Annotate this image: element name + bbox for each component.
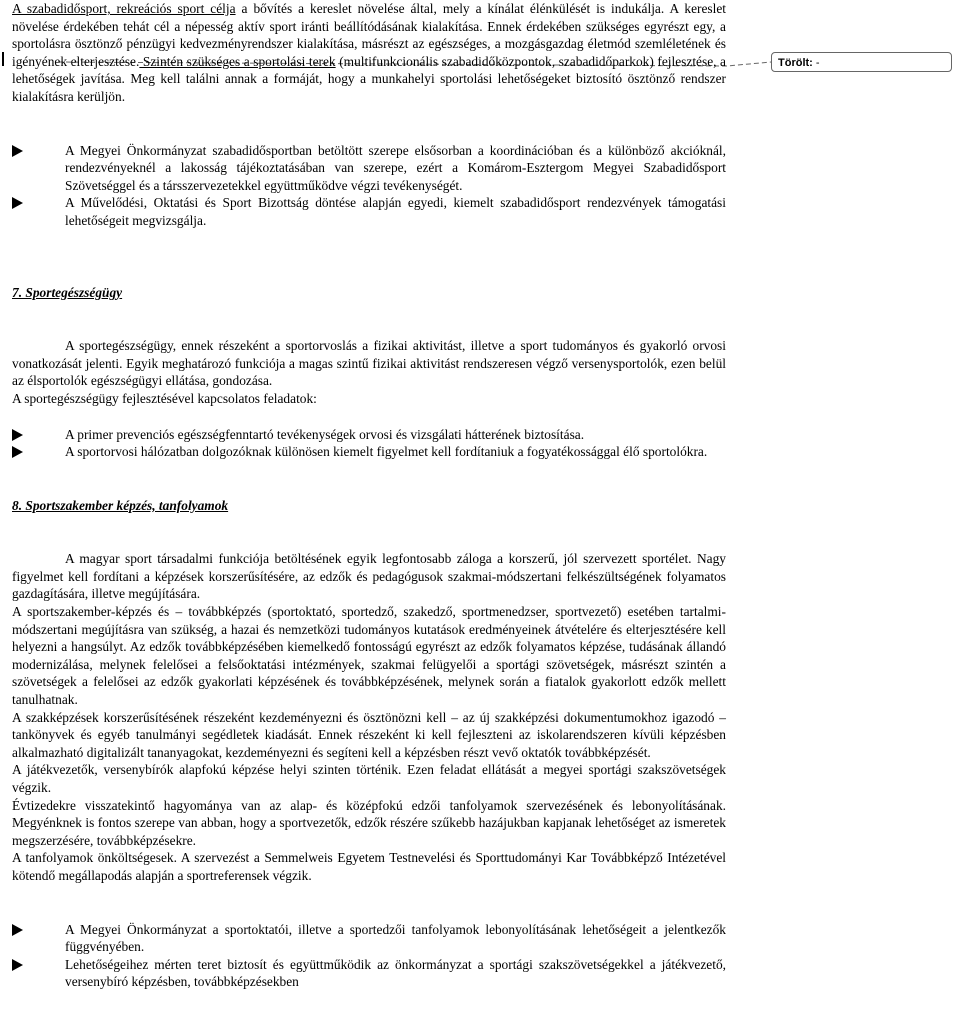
list-item: A Művelődési, Oktatási és Sport Bizottság döntése alapján egyedi, kiemelt szabadidősport rendezvények támogatási lehetőségeit megvizsgálja. bbox=[12, 194, 726, 229]
change-bar bbox=[2, 52, 4, 66]
section8-paragraph: A sportszakember-képzés és – továbbképzés (sportoktató, sportedző, szakedző, sportmenedzser, sportvezető) esetében tartalmi-módszertani megújításra van szükség, a hazai és nemzetközi tudományos kutatások eredményeinek átvételére és elterjesztésére kell helyezni a hangsúlyt. Az edzők továbbképzésében kiemelkedő fontosságú egyrészt az edzők folyamatos képzése, tudásának állandó modernizálása, melynek felelősei a felsőoktatási intézmények, szakmai felügyelői a sportági szövetségek, másrészt szintén a szövetségek a felelősei az edzők gyakorlati képzésének és továbbképzésének, melynek során a fiatalok gyakorlott edzők mellett tanulhatnak. bbox=[12, 604, 726, 708]
intro-underlined: A szabadidősport, rekreációs sport célja bbox=[12, 1, 236, 16]
section-heading-7: 7. Sportegészségügy bbox=[12, 284, 123, 300]
intro-text-end: (multifunkcionális szabadidőközpontok, szabadidőparkok) fejlesztése, a lehetőségek javítása. Meg kell találni annak a formáját, hogy a munkahelyi sportolási lehetőségeket biztosító ösztönző rendszer kialakításra kerüljön. bbox=[12, 53, 726, 104]
list-item: A Megyei Önkormányzat a sportoktatói, illetve a sportedzői tanfolyamok lebonyolításának lehetőségeit a jelentkezők függvényében. bbox=[12, 921, 726, 956]
intro-text-cont: Ennek érdekében szükséges egyrészt egy, a sportolásra ösztönző pénzügyi kedvezményrendszer kialakítása, másrészt az egészséges, a mozgásgazdag életmód szemléletének és igényének elterjesztése. bbox=[12, 18, 726, 69]
section8-paragraph: Évtizedekre visszatekintő hagyománya van az alap- és középfokú edzői tanfolyamok szervezésének és lebonyolításának. Megyénknek is fontos szerepe van abban, hogy a sportvezetők, edzők részére szűkebb hazájukban kapjanak lehetőséget az ismeretek megszerzésére, továbbképzésekre. bbox=[12, 797, 726, 848]
comment-label: Törölt: bbox=[778, 57, 813, 69]
document-body bbox=[12, 0, 726, 991]
intro-paragraph bbox=[12, 0, 726, 106]
list-item: A primer prevenciós egészségfenntartó tevékenységek orvosi és vizsgálati hátterének biztosítása. bbox=[12, 426, 726, 444]
list-item: A Megyei Önkormányzat szabadidősportban betöltött szerepe elsősorban a koordinációban és a különböző akcióknál, rendezvényeknél a lakosság tájékoztatásában van szerepe, ezért a Komárom-Esztergom Megyei Szabadidősport Szövetséggel és a társszervezetekkel együttműködve végzi tevékenységét. bbox=[12, 142, 726, 195]
section8-paragraph: A magyar sport társadalmi funkciója betöltésének egyik legfontosabb záloga a korszerű, jól szervezett sportélet. Nagy figyelmet kell fordítani a képzések korszerűsítésére, az edzők és pedagógusok szakmai-módszertani felkészültségének folyamatos gazdagítására, illetve megújítására. bbox=[12, 551, 726, 602]
comment-balloon[interactable] bbox=[771, 52, 952, 72]
intro-text: a bővítés a kereslet növelése által, mely a kínálat élénkülését is indukálja. A kereslet növelése érdekében tehát cél a népesség aktív sport iránti beállítódásának kialakítása. bbox=[12, 1, 727, 34]
section7-paragraph: A sportegészségügy, ennek részeként a sportorvoslás a fizikai aktivitást, illetve a sport tudományos és gyakorló orvosi vonatkozását jelenti. Egyik meghatározó funkciója a magas szintű fizikai aktivitást rendszeresen végző versenysportolók, ezen belül az élsportolók egészségügyi ellátása, gondozása. bbox=[12, 338, 726, 389]
bullet-arrow-icon bbox=[12, 924, 23, 936]
section8-paragraph: A szakképzések korszerűsítésének részeként kezdeményezni és ösztönözni kell – az új szakképzési dokumentumokhoz igazodó – tankönyvek és egyéb tanulmányi segédletek kiadását. Ennek részeként ki kell fejleszteni az iskolarendszeren kívüli képzésben alkalmazható digitalizált tananyagokat, kezdeményezni és segíteni kell a képzésben részt vevő oktatók továbbképzését. bbox=[12, 709, 726, 760]
comment-value: - bbox=[815, 57, 820, 69]
section7-paragraph: A sportegészségügy fejlesztésével kapcsolatos feladatok: bbox=[12, 390, 317, 406]
section8-paragraph: A tanfolyamok önköltségesek. A szervezést a Semmelweis Egyetem Testnevelési és Sporttudományi Kar Továbbképző Intézetével kötendő megállapodás alapján a sportreferensek végzik. bbox=[12, 850, 726, 883]
list-item: Lehetőségeihez mérten teret biztosít és együttműködik az önkormányzat a sportági szakszövetségekkel a játékvezető, versenybíró képzésben, továbbképzésekben bbox=[12, 956, 726, 991]
bullet-arrow-icon bbox=[12, 959, 23, 971]
section8-paragraph: A játékvezetők, versenybírók alapfokú képzése helyi szinten történik. Ezen feladat ellátását a megyei sportági szakszövetségek végzik. bbox=[12, 762, 726, 795]
bullet-arrow-icon bbox=[12, 197, 23, 209]
intro-underlined-2: Szintén szükséges a sportolási terek bbox=[139, 53, 336, 69]
section-heading-8: 8. Sportszakember képzés, tanfolyamok bbox=[12, 497, 229, 513]
bullet-arrow-icon bbox=[12, 145, 23, 157]
bullet-arrow-icon bbox=[12, 429, 23, 441]
list-item: A sportorvosi hálózatban dolgozóknak különösen kiemelt figyelmet kell fordítaniuk a fogyatékossággal élő sportolókra. bbox=[12, 443, 726, 461]
bullet-arrow-icon bbox=[12, 446, 23, 458]
